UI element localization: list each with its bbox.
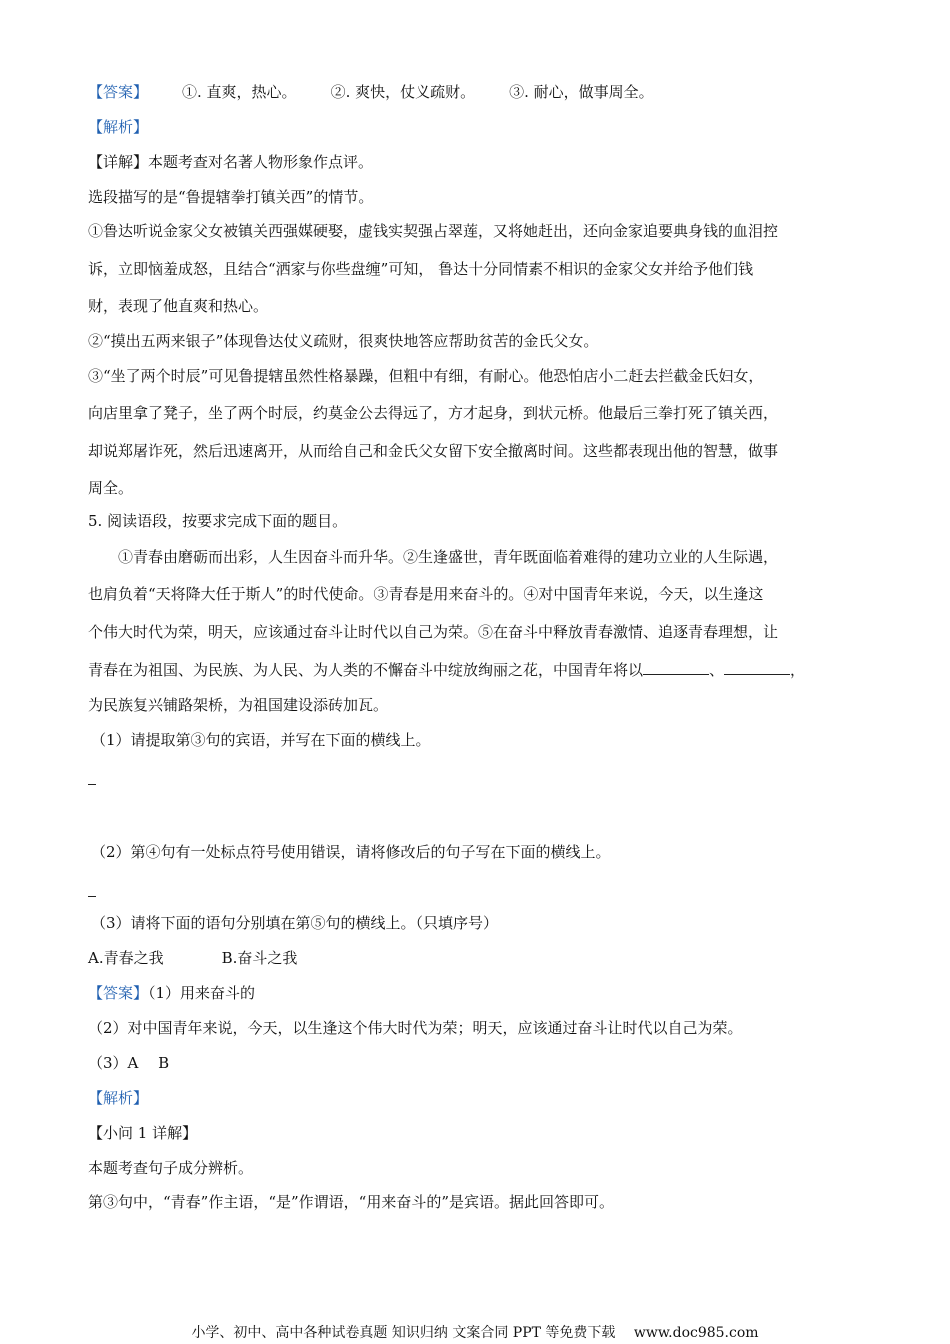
analysis-text-line: 第③句中，“青春”作主语，“是”作谓语，“用来奋斗的”是宾语。据此回答即可。: [88, 1193, 615, 1211]
sub-detail-title: 【小问 1 详解】: [88, 1124, 198, 1142]
answer-item: （3）A B: [88, 1054, 170, 1072]
answer-row-1: [88, 82, 654, 102]
passage-line: ①青春由磨砺而出彩，人生因奋斗而升华。②生逢盛世，青年既面临着难得的建功立业的人生际遇，: [118, 548, 779, 566]
analysis-text-line: ①鲁达听说金家父女被镇关西强媒硬娶，虚钱实契强占翠莲，又将她赶出，还向金家追要典身钱的血泪控: [88, 222, 779, 240]
fill-blank: [724, 660, 790, 675]
passage-text: 青春在为祖国、为民族、为人民、为人类的不懈奋斗中绽放绚丽之花，中国青年将以: [88, 661, 644, 679]
analysis-text-line: ②“摸出五两来银子”体现鲁达仗义疏财，很爽快地答应帮助贫苦的金氏父女。: [88, 332, 599, 350]
analysis-text-line: 向店里拿了凳子，坐了两个时辰，约莫金公去得远了，方才起身，到状元桥。他最后三拳打死了镇关西，: [88, 404, 779, 422]
analysis-text-line: 本题考查句子成分辨析。: [88, 1159, 254, 1177]
intro-line: 选段描写的是“鲁提辖拳打镇关西”的情节。: [88, 188, 374, 206]
answer-line: [88, 784, 96, 785]
answer-row-2: [88, 983, 255, 1003]
answer-tag: 【答案】: [88, 984, 149, 1002]
fill-blank: [643, 660, 709, 675]
analysis-tag: 【解析】: [88, 118, 149, 136]
passage-line: 为民族复兴铺路架桥，为祖国建设添砖加瓦。: [88, 696, 389, 714]
sub-question: （2）第④句有一处标点符号使用错误，请将修改后的句子写在下面的横线上。: [91, 843, 611, 861]
answer-item: （1）用来奋斗的: [148, 984, 256, 1002]
answer-item: （2）对中国青年来说，今天，以生逢这个伟大时代为荣；明天，应该通过奋斗让时代以自己为荣。: [88, 1019, 743, 1037]
option-a: A.青春之我: [88, 949, 164, 967]
option-b: B.奋斗之我: [221, 949, 298, 967]
answer-item: ②. 爽快，仗义疏财。: [330, 83, 476, 101]
analysis-text-line: 周全。: [88, 479, 134, 497]
answer-tag: 【答案】: [88, 83, 149, 101]
sub-question: （1）请提取第③句的宾语，并写在下面的横线上。: [91, 731, 431, 749]
analysis-tag: 【解析】: [88, 1089, 149, 1107]
passage-line: 也肩负着“天将降大任于斯人”的时代使命。③青春是用来奋斗的。④对中国青年来说，今天，以生逢这: [88, 585, 764, 603]
sub-question: （3）请将下面的语句分别填在第⑤句的横线上。（只填序号）: [91, 914, 499, 932]
page-footer: 小学、初中、高中各种试卷真题 知识归纳 文案合同 PPT 等免费下载 www.doc985.com: [191, 1325, 759, 1341]
answer-line: [88, 896, 96, 897]
options-row: [88, 948, 297, 968]
passage-line: 个伟大时代为荣，明天，应该通过奋斗让时代以自己为荣。⑤在奋斗中释放青春激情、追逐青春理想，让: [88, 623, 779, 641]
question-title: 5. 阅读语段，按要求完成下面的题目。: [88, 512, 348, 530]
passage-line-with-blanks: 青春在为祖国、为民族、为人民、为人类的不懈奋斗中绽放绚丽之花，中国青年将以 、 ，: [88, 661, 806, 679]
analysis-text-line: 财，表现了他直爽和热心。: [88, 297, 269, 315]
analysis-text-line: ③“坐了两个时辰”可见鲁提辖虽然性格暴躁，但粗中有细，有耐心。他恐怕店小二赶去拦截金氏妇女，: [88, 367, 764, 385]
analysis-text-line: 却说郑屠诈死，然后迅速离开，从而给自己和金氏父女留下安全撤离时间。这些都表现出他的智慧，做事: [88, 442, 779, 460]
analysis-text-line: 诉，立即恼羞成怒，且结合“洒家与你些盘缠”可知， 鲁达十分同情素不相识的金家父女并给予他们钱: [88, 260, 754, 278]
answer-item: ①. 直爽，热心。: [182, 83, 297, 101]
detail-line: 【详解】本题考查对名著人物形象作点评。: [88, 153, 374, 171]
answer-item: ③. 耐心，做事周全。: [509, 83, 654, 101]
